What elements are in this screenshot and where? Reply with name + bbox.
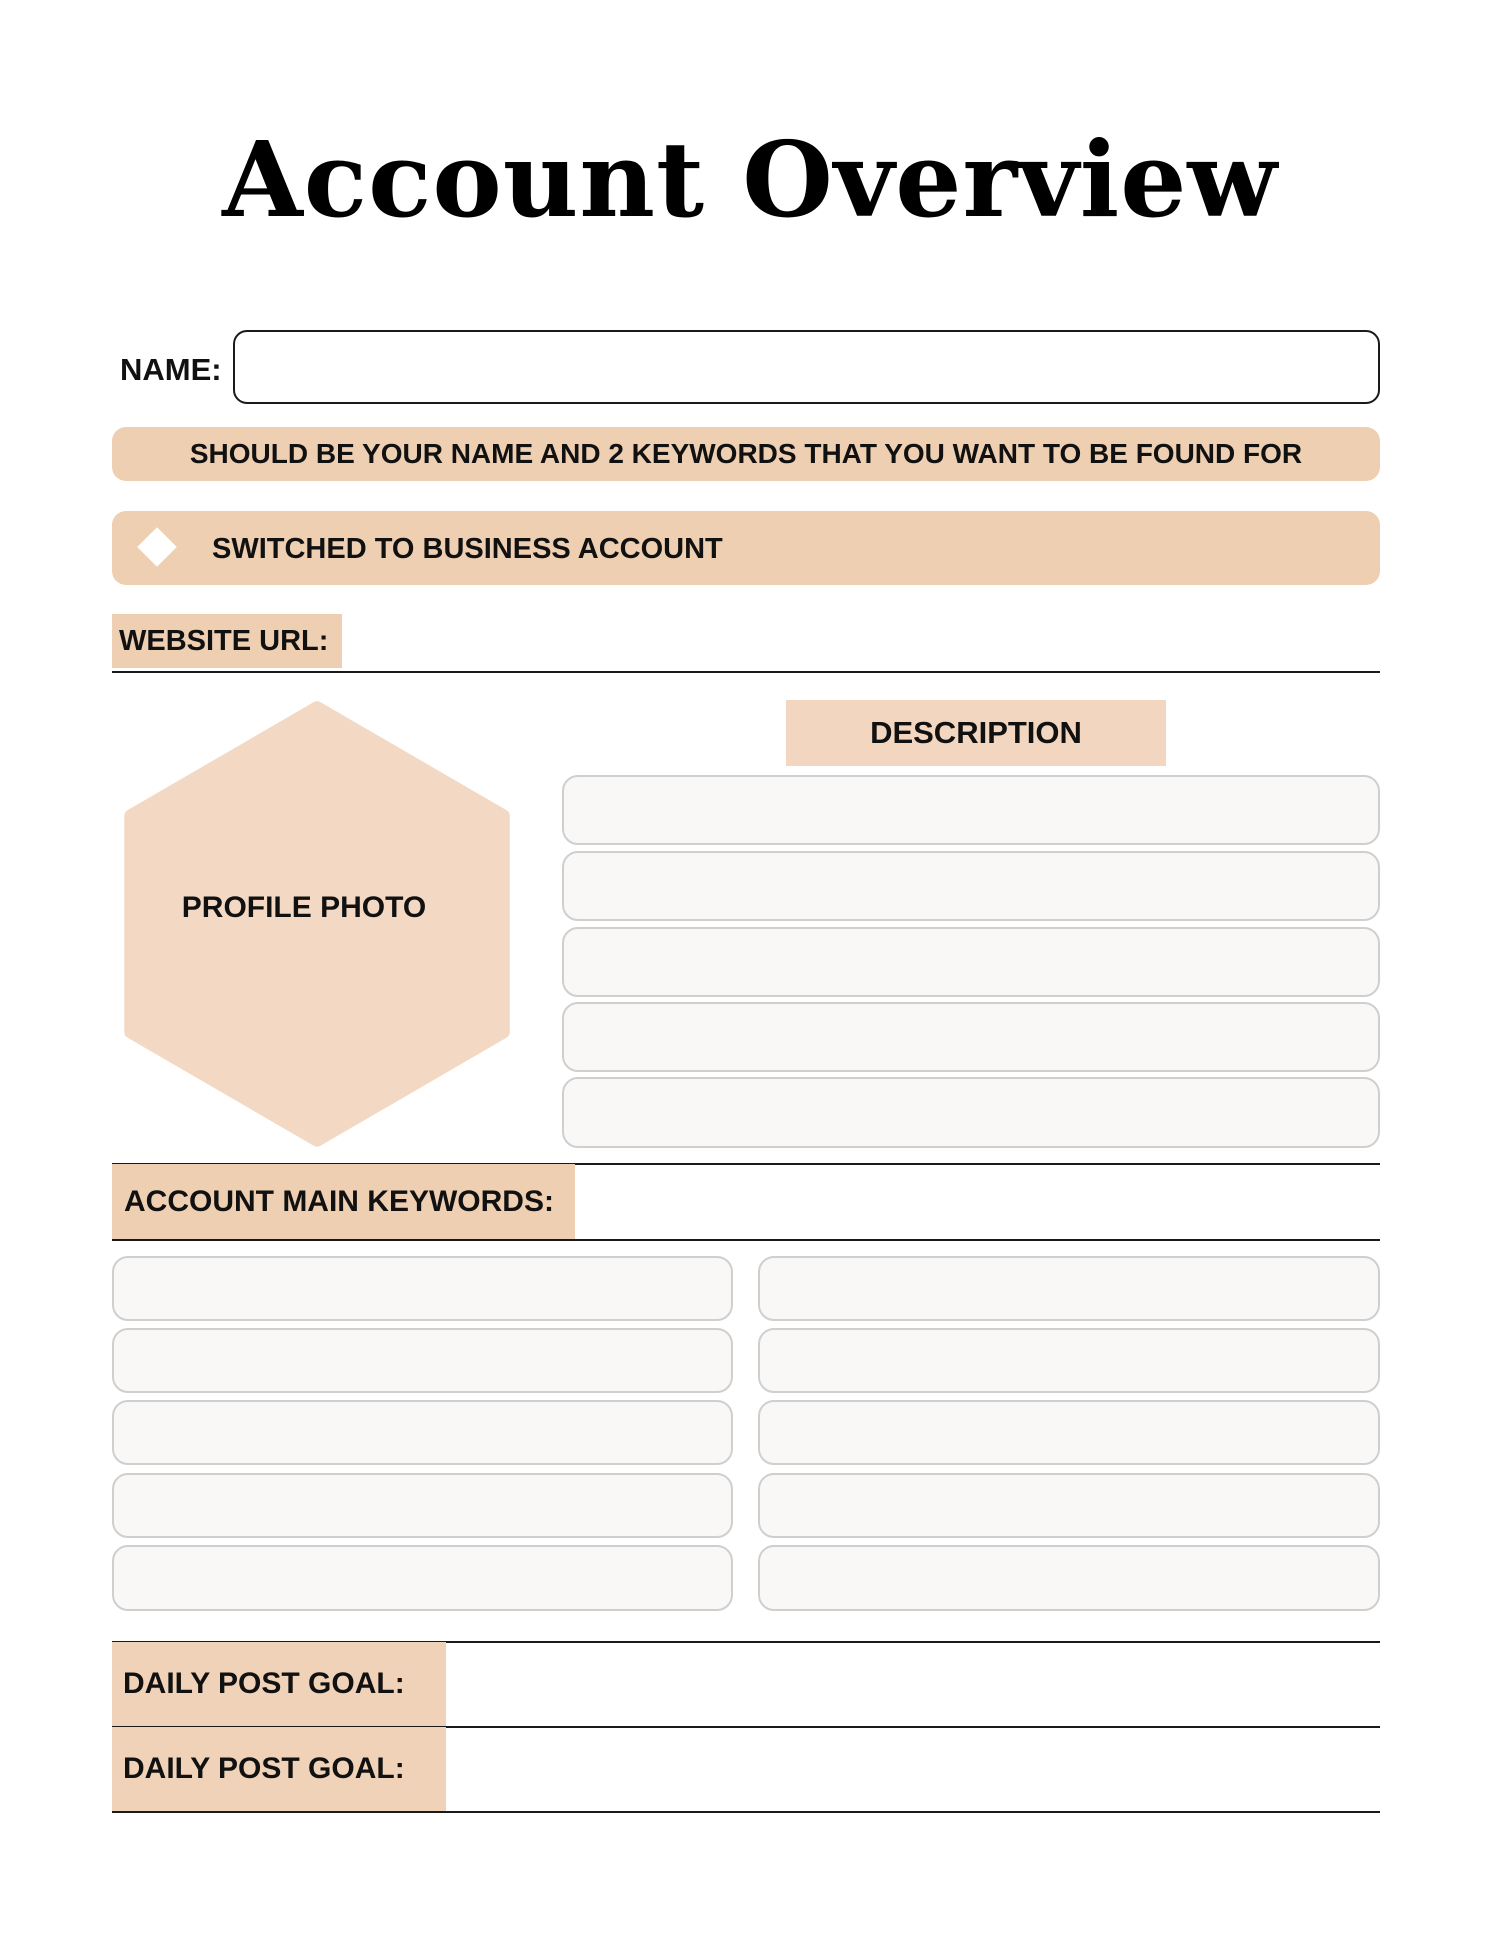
keyword-field-right[interactable] [758, 1400, 1380, 1465]
description-header-text: DESCRIPTION [870, 715, 1082, 750]
daily-post-goal-label-text: DAILY POST GOAL: [123, 1667, 405, 1700]
keyword-field-left[interactable] [112, 1473, 733, 1538]
daily-post-goal-label [112, 1642, 446, 1726]
business-account-label: SWITCHED TO BUSINESS ACCOUNT [212, 533, 723, 565]
daily-post-goal-line[interactable] [112, 1811, 1380, 1813]
description-line[interactable] [562, 775, 1380, 845]
description-line[interactable] [562, 1002, 1380, 1072]
keyword-field-right[interactable] [758, 1545, 1380, 1611]
profile-photo-label: PROFILE PHOTO [181, 891, 427, 924]
website-url-label [112, 614, 342, 668]
page-title: Account Overview [222, 118, 1278, 241]
keyword-field-left[interactable] [112, 1256, 733, 1321]
keyword-field-left[interactable] [112, 1400, 733, 1465]
description-line[interactable] [562, 851, 1380, 921]
keywords-bottom-line [112, 1239, 1380, 1241]
description-line[interactable] [562, 927, 1380, 997]
name-hint-text: SHOULD BE YOUR NAME AND 2 KEYWORDS THAT YOU WANT TO BE FOUND FOR [189, 438, 1303, 469]
description-line[interactable] [562, 1077, 1380, 1148]
daily-post-goal-label [112, 1727, 446, 1811]
keyword-field-left[interactable] [112, 1545, 733, 1611]
keyword-field-right[interactable] [758, 1328, 1380, 1393]
keywords-header [112, 1164, 575, 1240]
name-label: NAME: [120, 352, 222, 387]
keywords-header-text: ACCOUNT MAIN KEYWORDS: [124, 1185, 554, 1218]
name-field[interactable] [233, 330, 1380, 404]
name-hint-banner [112, 427, 1380, 481]
keyword-field-right[interactable] [758, 1473, 1380, 1538]
daily-post-goal-label-text: DAILY POST GOAL: [123, 1752, 405, 1785]
description-header [786, 700, 1166, 766]
keyword-field-right[interactable] [758, 1256, 1380, 1321]
website-url-label-text: WEBSITE URL: [119, 624, 329, 657]
website-url-line[interactable] [112, 671, 1380, 673]
keyword-field-left[interactable] [112, 1328, 733, 1393]
